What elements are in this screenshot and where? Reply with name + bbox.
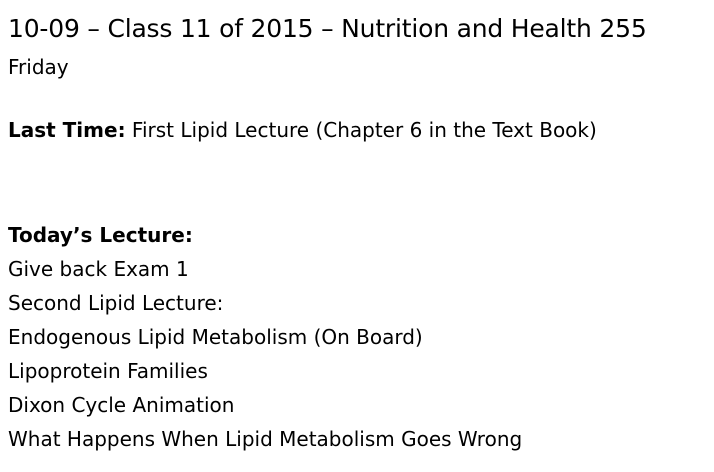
last-time-text: First Lipid Lecture (Chapter 6 in the Text Book) [125,118,597,142]
todays-lecture-heading: Today’s Lecture: [8,223,193,247]
list-item: Lipoprotein Families [8,359,208,383]
lecture-notes-page [8,0,708,472]
last-time-line [8,116,597,144]
page-title: 10-09 – Class 11 of 2015 – Nutrition and Health 255 [8,14,647,43]
todays-lecture-section [8,218,522,456]
day-label: Friday [8,55,69,79]
last-time-label: Last Time: [8,118,126,142]
todays-lecture-list [8,252,522,456]
list-item: Dixon Cycle Animation [8,393,235,417]
list-item: What Happens When Lipid Metabolism Goes Wrong [8,427,523,451]
list-item: Give back Exam 1 [8,257,189,281]
list-item: Endogenous Lipid Metabolism (On Board) [8,325,423,349]
list-item: Second Lipid Lecture: [8,291,224,315]
